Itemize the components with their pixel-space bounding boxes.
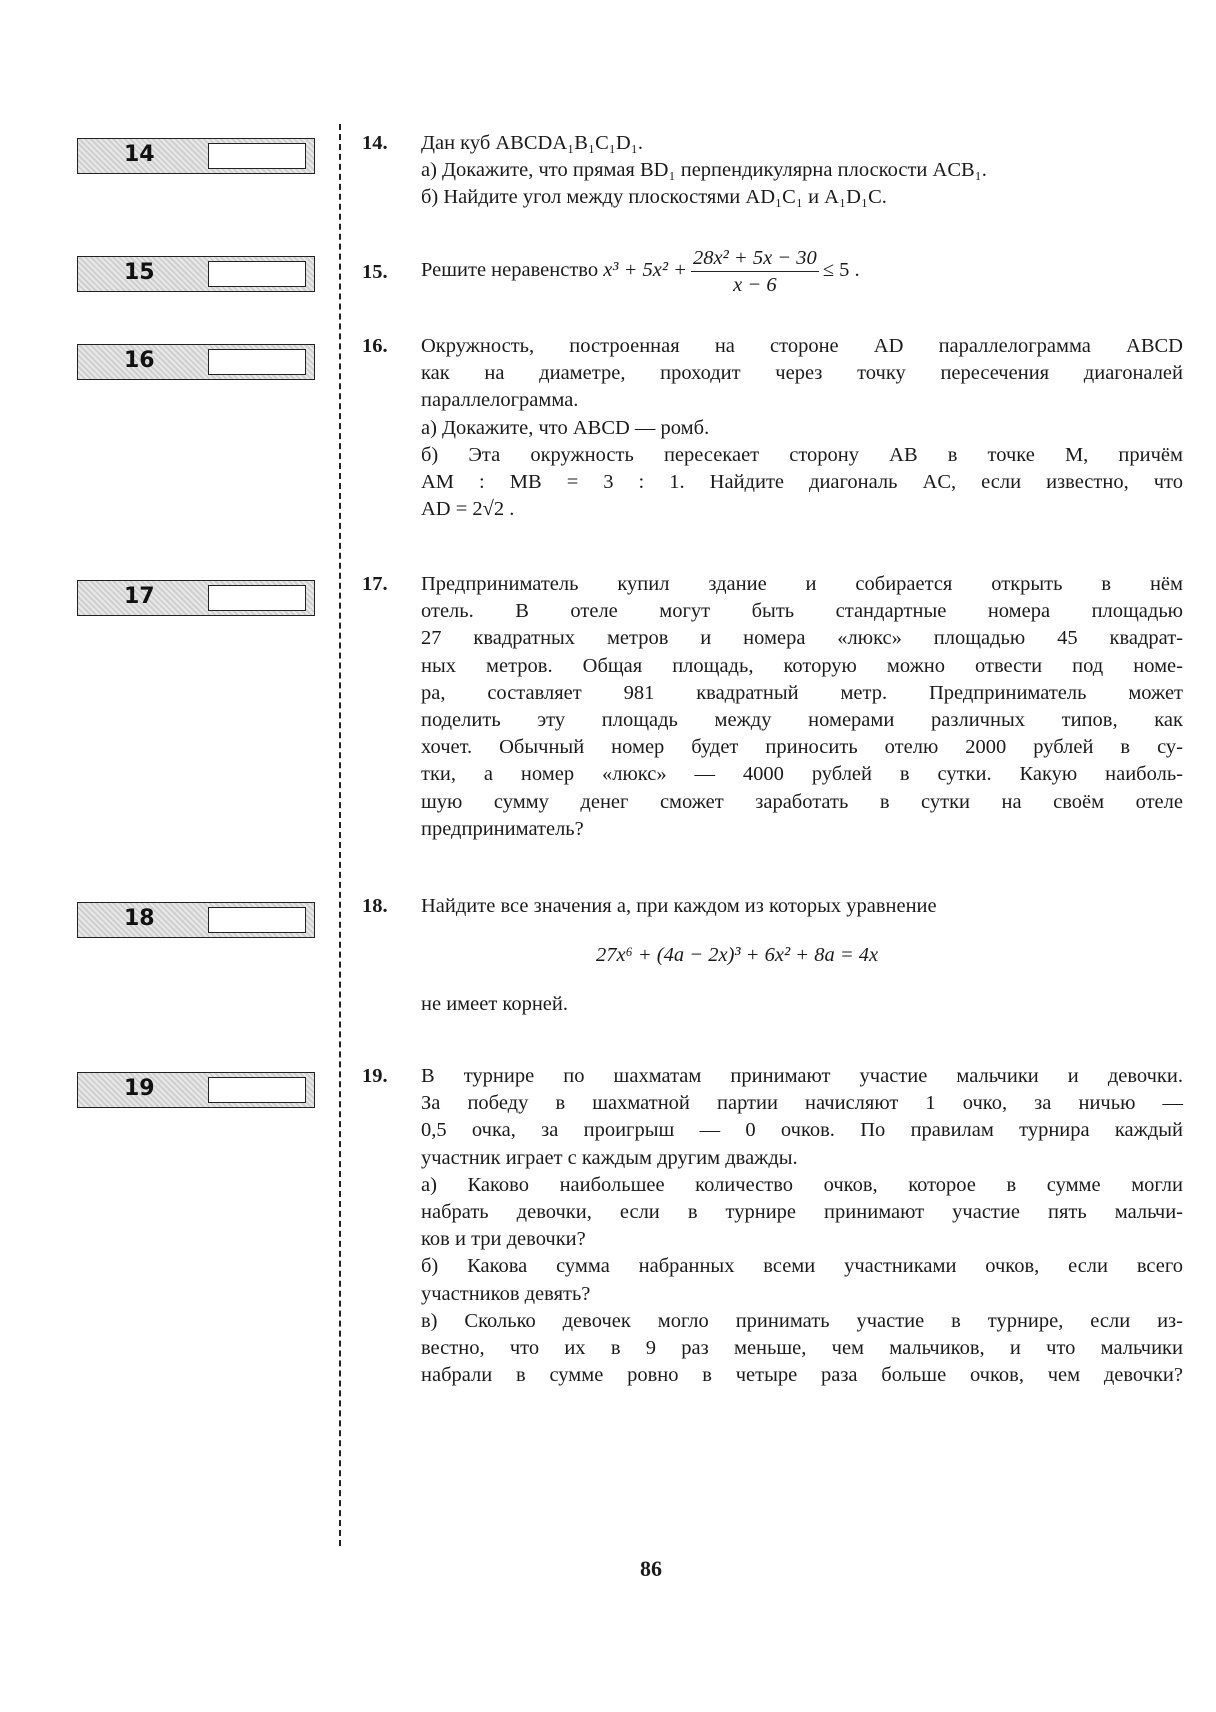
page-number: 86 [640, 1556, 662, 1581]
answer-box-19 [77, 1072, 315, 1108]
numerator: 28x² + 5x − 30 [691, 245, 819, 272]
problem-number: 16. [362, 335, 388, 357]
problem-number: 14. [362, 132, 388, 154]
problem-number: 19. [362, 1065, 388, 1087]
text-line: поделить эту площадь между номерами различных типов, как [421, 709, 1183, 732]
text-line: б) Эта окружность пересекает сторону AB в точке M, причём [421, 443, 1183, 466]
text-line: 27 квадратных метров и номера «люкс» площадью 45 квадрат- [421, 627, 1183, 650]
problem-text [421, 333, 1183, 523]
answer-box-number: 18 [124, 906, 155, 931]
text-line: а) Каково наибольшее количество очков, которое в сумме могли [421, 1173, 1183, 1196]
text-line: За победу в шахматной партии начисляют 1 очко, за ничью — [421, 1092, 1183, 1115]
text-line: б) Найдите угол между плоскостями AD₁C₁ и A₁D₁C. [421, 186, 887, 209]
text-line: в) Сколько девочек могло принимать участие в турнире, если из- [421, 1309, 1183, 1332]
text-line: Предприниматель купил здание и собирается открыть в нём [421, 573, 1183, 595]
problem-number: 18. [362, 895, 388, 917]
problem-number: 17. [362, 573, 388, 595]
text-line: предприниматель? [421, 817, 584, 840]
text-line: вестно, что их в 9 раз меньше, чем мальчиков, и что мальчики [421, 1337, 1183, 1360]
text-line: Дан куб ABCDA₁B₁C₁D₁. [421, 132, 644, 154]
equation: 27x⁶ + (4a − 2x)³ + 6x² + 8a = 4x [596, 944, 879, 967]
problem-text [421, 571, 1183, 843]
answer-box-number: 16 [124, 348, 155, 373]
answer-box-16 [77, 344, 315, 380]
answer-field[interactable] [208, 907, 306, 933]
cut-line [339, 124, 341, 1546]
text-line: набрали в сумме ровно в четыре раза больше очков, чем девочки? [421, 1364, 1183, 1387]
problem-prefix: Решите неравенство [421, 259, 599, 282]
answer-field[interactable] [208, 143, 306, 169]
text-line: б) Какова сумма набранных всеми участниками очков, если всего [421, 1255, 1183, 1278]
inequality-lhs: x³ + 5x² + [603, 259, 687, 282]
text-line: а) Докажите, что прямая BD₁ перпендикулярна плоскости ACB₁. [421, 159, 987, 182]
problem-text [421, 130, 1183, 212]
answer-box-14 [77, 138, 315, 174]
problem-outro: не имеет корней. [421, 993, 569, 1016]
text-line: отель. В отеле могут быть стандартные номера площадью [421, 600, 1183, 623]
text-line: шую сумму денег сможет заработать в сутки на своём отеле [421, 790, 1183, 813]
text-line: хочет. Обычный номер будет приносить отелю 2000 рублей в су- [421, 736, 1183, 759]
answer-box-15 [77, 256, 315, 292]
answer-box-number: 14 [124, 142, 155, 167]
text-line: участник играет с каждым другим дважды. [421, 1146, 798, 1169]
answer-field[interactable] [208, 261, 306, 287]
problem-number: 15. [362, 261, 388, 283]
answer-box-18 [77, 902, 315, 938]
text-line: а) Докажите, что ABCD — ромб. [421, 416, 710, 439]
problem-text [421, 1063, 1183, 1389]
text-line: В турнире по шахматам принимают участие мальчики и девочки. [421, 1065, 1183, 1087]
text-line: 0,5 очка, за проигрыш — 0 очков. По правилам турнира каждый [421, 1119, 1183, 1142]
text-line: Окружность, построенная на стороне AD параллелограмма ABCD [421, 335, 1183, 357]
text-line: AD = 2√2 . [421, 498, 515, 521]
problem-intro: Найдите все значения a, при каждом из которых уравнение [421, 895, 937, 917]
fraction [691, 245, 819, 298]
answer-box-number: 17 [124, 584, 155, 609]
text-line: ра, составляет 981 квадратный метр. Предприниматель может [421, 681, 1183, 704]
denominator: x − 6 [733, 274, 777, 296]
text-line: тки, а номер «люкс» — 4000 рублей в сутки. Какую наиболь- [421, 763, 1183, 786]
text-line: параллелограмма. [421, 389, 579, 412]
answer-field[interactable] [208, 349, 306, 375]
answer-box-number: 15 [124, 260, 155, 285]
answer-box-number: 19 [124, 1076, 155, 1101]
problem-text [421, 245, 1183, 298]
text-line: ков и три девочки? [421, 1228, 586, 1251]
answer-box-17 [77, 580, 315, 616]
text-line: AM : MB = 3 : 1. Найдите диагональ AC, если известно, что [421, 471, 1183, 494]
text-line: участников девять? [421, 1282, 591, 1305]
answer-field[interactable] [208, 585, 306, 611]
text-line: как на диаметре, проходит через точку пересечения диагоналей [421, 362, 1183, 385]
text-line: набрать девочки, если в турнире принимают участие пять мальчи- [421, 1201, 1183, 1224]
inequality-rhs: ≤ 5 . [822, 259, 860, 282]
text-line: ных метров. Общая площадь, которую можно отвести под номе- [421, 654, 1183, 677]
answer-field[interactable] [208, 1077, 306, 1103]
